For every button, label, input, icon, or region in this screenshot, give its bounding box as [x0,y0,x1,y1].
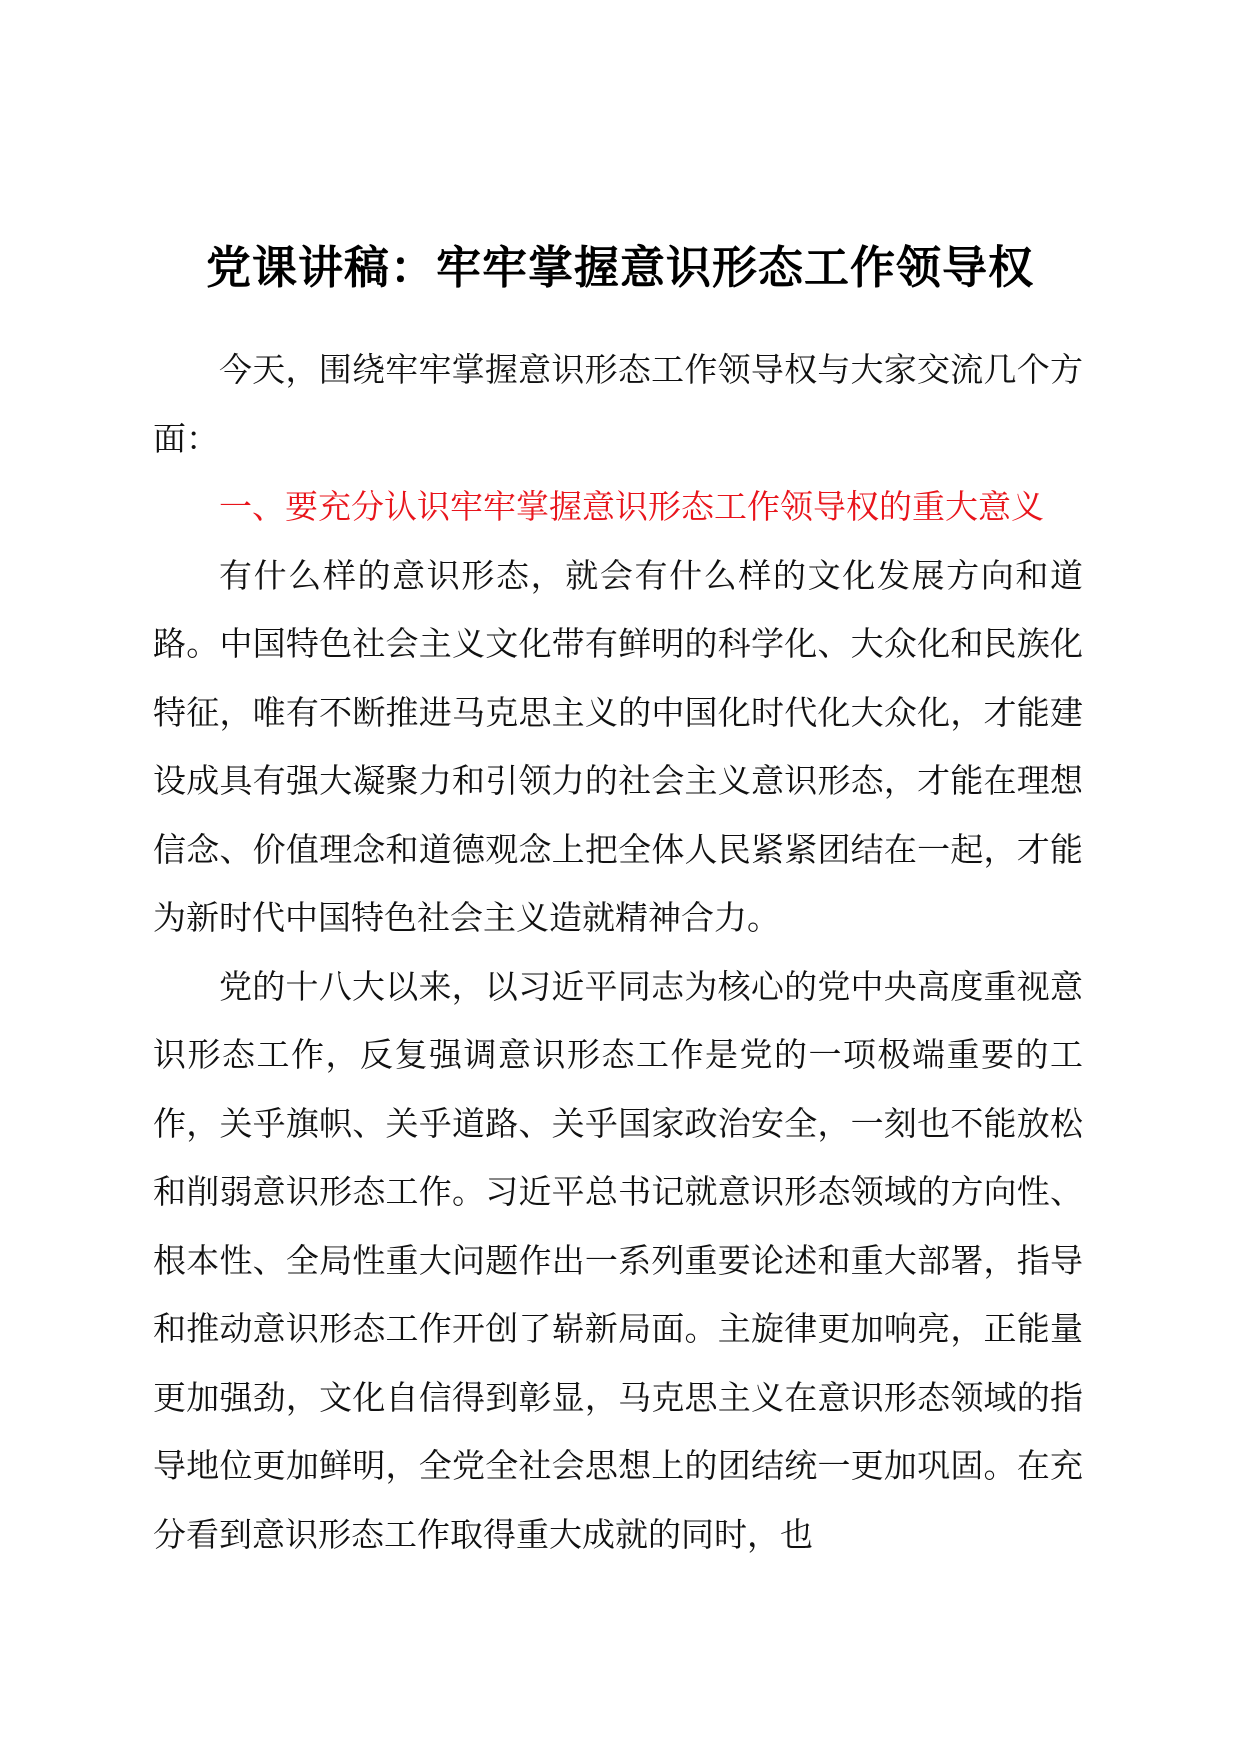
section-heading-1: 一、要充分认识牢牢掌握意识形态工作领导权的重大意义 [219,487,1044,526]
document-body [153,336,1083,1569]
document-title: 党课讲稿：牢牢掌握意识形态工作领导权 [205,241,1034,294]
intro-paragraph: 今天，围绕牢牢掌握意识形态工作领导权与大家交流几个方面： [153,350,1083,458]
body-paragraph-2: 党的十八大以来，以习近平同志为核心的党中央高度重视意识形态工作，反复强调意识形态工作是党的一项极端重要的工作，关乎旗帜、关乎道路、关乎国家政治安全，一刻也不能放松和削弱意识形态工作。习近平总书记就意识形态领域的方向性、根本性、全局性重大问题作出一系列重要论述和重大部署，指导和推动意识形态工作开创了崭新局面。主旋律更加响亮，正能量更加强劲，文化自信得到彰显，马克思主义在意识形态领域的指导地位更加鲜明，全党全社会思想上的团结统一更加巩固。在充分看到意识形态工作取得重大成就的同时，也 [153,966,1083,1554]
body-paragraph-1: 有什么样的意识形态，就会有什么样的文化发展方向和道路。中国特色社会主义文化带有鲜明的科学化、大众化和民族化特征，唯有不断推进马克思主义的中国化时代化大众化，才能建设成具有强大凝聚力和引领力的社会主义意识形态，才能在理想信念、价值理念和道德观念上把全体人民紧紧团结在一起，才能为新时代中国特色社会主义造就精神合力。 [153,555,1083,937]
